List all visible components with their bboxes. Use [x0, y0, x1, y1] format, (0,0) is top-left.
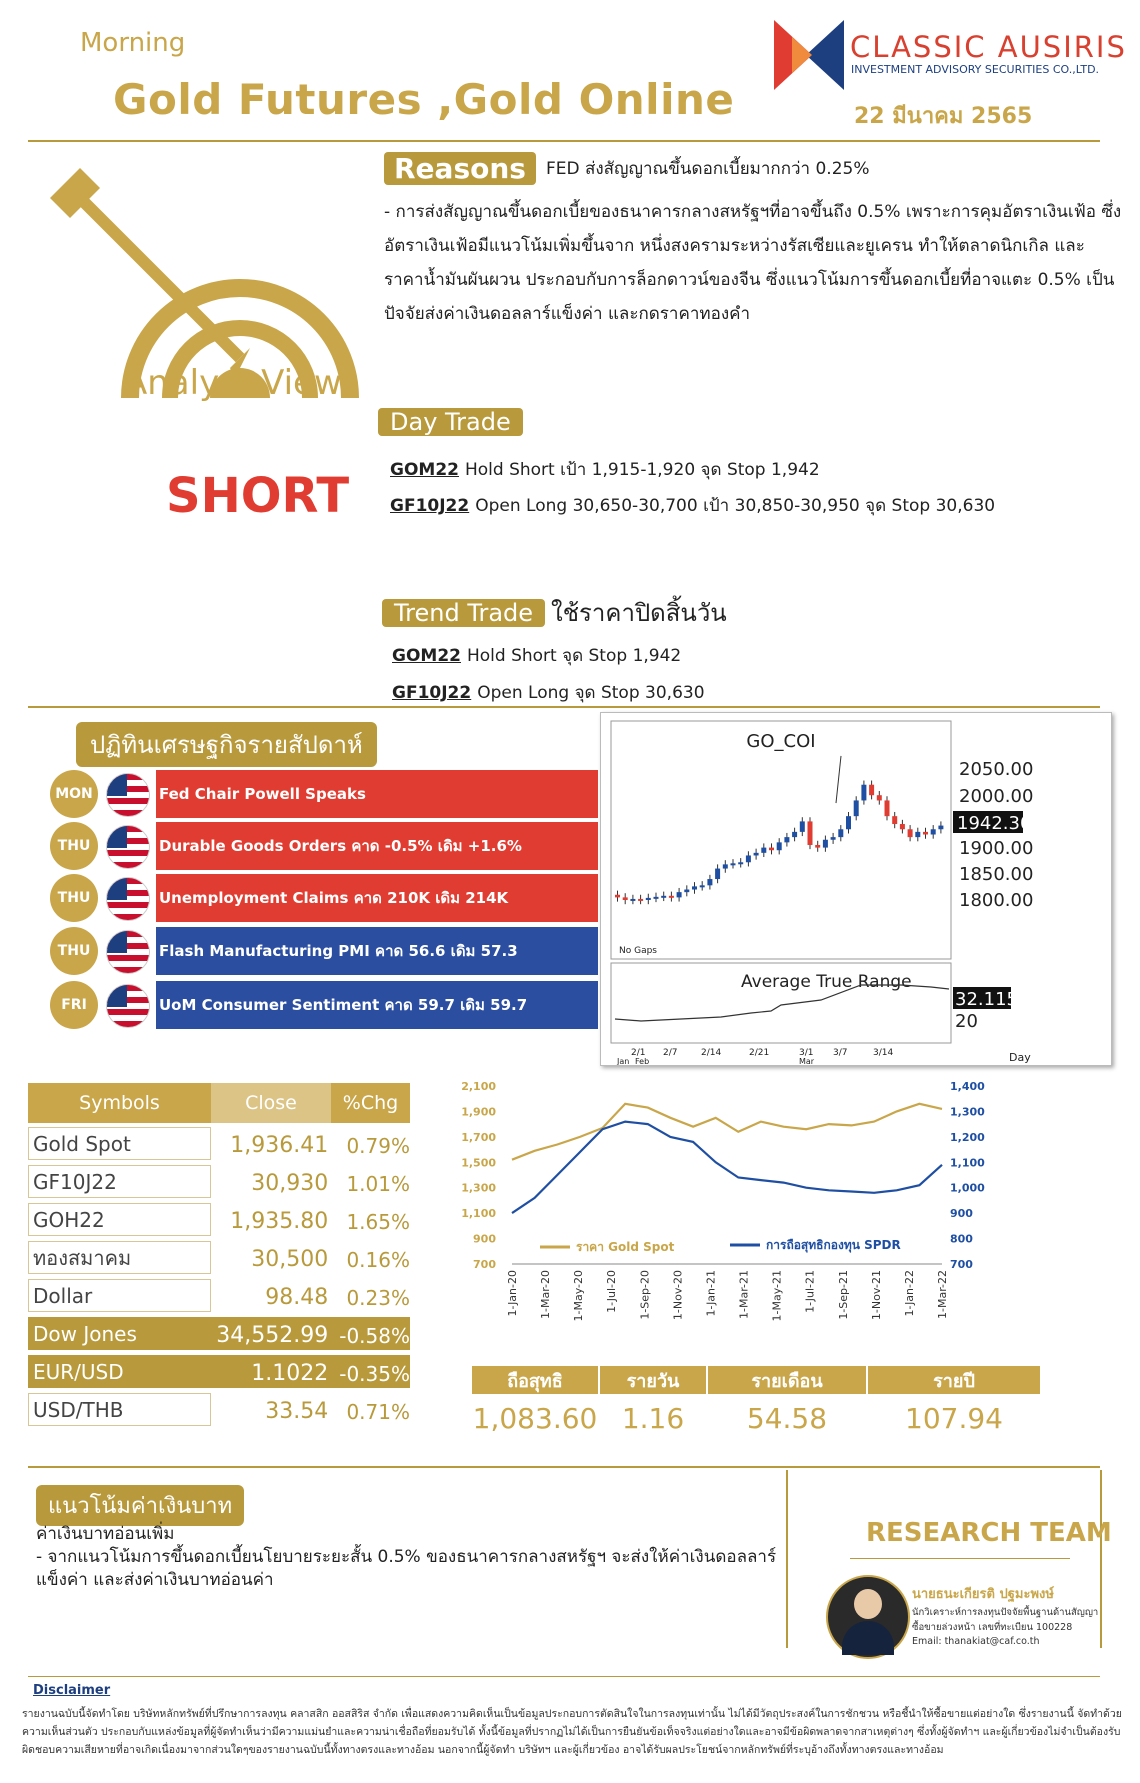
quote-close: 30,930: [251, 1171, 329, 1196]
report-date: 22 มีนาคม 2565: [854, 104, 1033, 129]
y-tick-label: 2000.00: [959, 786, 1034, 807]
candle-body: [869, 785, 874, 795]
quote-close: 33.54: [265, 1399, 329, 1424]
legend-spdr-label: การถือสุทธิกองทุน SPDR: [766, 1238, 901, 1252]
calendar-day-badge: MON: [50, 770, 98, 818]
candle-body: [908, 829, 913, 837]
price-label: 1942.30: [957, 813, 1032, 834]
candle-body: [761, 848, 766, 853]
baht-text: [36, 1523, 786, 1592]
atr-label: 32.115: [955, 989, 1018, 1010]
candle-body: [900, 824, 905, 829]
x-tick-label: 2/1: [631, 1048, 646, 1058]
baht-title: แนวโน้มค่าเงินบาท: [36, 1485, 244, 1526]
candle-body: [915, 832, 920, 837]
us-flag-icon: [106, 877, 150, 921]
y-right-tick: 800: [950, 1232, 973, 1246]
candle-body: [885, 800, 890, 816]
trend-trade-note: ใช้ราคาปิดสิ้นวัน: [551, 599, 727, 627]
x-tick-label: 1-Sep-21: [836, 1270, 850, 1320]
x-tick-label: 1-Nov-20: [671, 1270, 685, 1321]
page-title: Gold Futures ,Gold Online: [113, 75, 735, 124]
day-trade-line-2: [390, 492, 995, 519]
no-gaps-label: No Gaps: [619, 946, 657, 956]
quotes-rows: [28, 1127, 410, 1426]
candle-body: [623, 897, 628, 900]
y-tick-label: 1850.00: [959, 864, 1034, 885]
quote-row: [28, 1355, 410, 1388]
company-name: CLASSIC AUSIRIS: [850, 30, 1127, 64]
quote-change: 0.79%: [346, 1134, 410, 1158]
candle-body: [861, 785, 866, 801]
x-tick-label: 1-Jul-21: [803, 1270, 817, 1313]
x-tick-label: 2/21: [749, 1048, 770, 1058]
candle-body: [661, 896, 666, 898]
us-flag-icon: [106, 825, 150, 869]
y-left-tick: 1,700: [461, 1130, 496, 1144]
spdr-value: 54.58: [746, 1402, 828, 1435]
candle-body: [892, 816, 897, 824]
quote-close: 30,500: [251, 1247, 329, 1272]
y-right-tick: 1,100: [950, 1156, 985, 1170]
spdr-value: 1,083.60: [472, 1402, 598, 1435]
x-tick-label: 3/7: [833, 1048, 848, 1058]
trend-trade-text: Hold Short จุด Stop 1,942: [466, 646, 682, 666]
quote-close: 1,935.80: [230, 1209, 329, 1234]
x-tick-label: 1-Sep-20: [638, 1270, 652, 1320]
y-left-tick: 1,900: [461, 1105, 496, 1119]
trend-trade-text: Open Long จุด Stop 30,630: [477, 683, 705, 703]
reasons-tag: Reasons: [384, 152, 536, 185]
candle-body: [646, 898, 651, 900]
spdr-value: 107.94: [905, 1402, 1003, 1435]
calendar-day-badge: THU: [50, 927, 98, 975]
x-tick-label: 1-Jan-20: [506, 1270, 519, 1317]
trend-trade-symbol: GOM22: [392, 646, 461, 666]
quote-row: [28, 1165, 410, 1198]
analyst-avatar: [826, 1575, 910, 1659]
quotes-header-chg: %Chg: [331, 1083, 410, 1123]
morning-label: Morning: [80, 28, 186, 58]
quote-change: 0.71%: [346, 1400, 410, 1424]
series-line: [512, 1104, 942, 1160]
candle-body: [692, 886, 697, 889]
candle-body: [684, 890, 689, 893]
atr-tick: 20: [955, 1011, 978, 1032]
baht-detail: - จากแนวโน้มการขึ้นดอกเบี้ยนโยบายระยะสั้น 0.5% ของธนาคารกลางสหรัฐฯ จะส่งให้ค่าเงินดอลลาร์แข็งค่า และส่งค่าเงินบาทอ่อนค่า: [36, 1547, 777, 1590]
calendar-event: Fed Chair Powell Speaks: [156, 770, 598, 818]
quote-symbol: GF10J22: [28, 1165, 211, 1198]
quote-row: [28, 1241, 410, 1274]
y-right-tick: 700: [950, 1258, 973, 1271]
candle-body: [754, 853, 759, 856]
quote-symbol: Dollar: [28, 1279, 211, 1312]
quote-row: [28, 1393, 410, 1426]
spdr-header: รายวัน: [600, 1366, 706, 1394]
x-tick-label: 1-May-20: [572, 1270, 586, 1322]
day-trade-text: Open Long 30,650-30,700 เป้า 30,850-30,950 จุด Stop 30,630: [475, 496, 996, 516]
x-sub-label: Feb: [635, 1057, 650, 1065]
analyst-view-signal: SHORT: [166, 468, 350, 524]
baht-summary: ค่าเงินบาทอ่อนเพิ่ม: [36, 1524, 175, 1544]
y-left-tick: 700: [473, 1258, 496, 1271]
vertical-divider: [786, 1470, 788, 1648]
candle-body: [923, 832, 928, 835]
quote-close: 1.1022: [211, 1355, 331, 1388]
candle-body: [854, 800, 859, 816]
x-tick-label: 1-Mar-21: [737, 1270, 751, 1319]
candle-body: [938, 826, 943, 830]
company-subtitle: INVESTMENT ADVISORY SECURITIES CO.,LTD.: [851, 63, 1100, 76]
quote-change: 0.16%: [346, 1248, 410, 1272]
day-trade-tag: Day Trade: [378, 408, 523, 436]
us-flag-icon: [106, 773, 150, 817]
candle-body: [784, 837, 789, 842]
candlestick-chart: [601, 713, 1111, 1065]
day-label: Day: [1009, 1051, 1031, 1064]
candle-body: [669, 896, 674, 898]
analyst-role: นักวิเคราะห์การลงทุนปัจจัยพื้นฐานด้านสัญญาซื้อขายล่วงหน้า เลขที่ทะเบียน 100228: [912, 1607, 1099, 1633]
candle-body: [815, 845, 820, 848]
candle-body: [746, 855, 751, 862]
candle-body: [792, 832, 797, 837]
quote-close: 1,936.41: [230, 1133, 329, 1158]
x-tick-label: 3/14: [873, 1048, 894, 1058]
candle-body: [777, 842, 782, 850]
calendar-day-badge: THU: [50, 874, 98, 922]
x-tick-label: 1-Jul-20: [605, 1270, 619, 1313]
quote-symbol: Gold Spot: [28, 1127, 211, 1160]
candle-body: [823, 840, 828, 848]
trend-trade-symbol: GF10J22: [392, 683, 472, 703]
x-tick-label: 2/7: [663, 1048, 678, 1058]
analyst-email: Email: thanakiat@caf.co.th: [912, 1636, 1040, 1647]
calendar-title: ปฏิทินเศรษฐกิจรายสัปดาห์: [76, 722, 377, 767]
candle-body: [700, 885, 705, 887]
research-team-title: RESEARCH TEAM: [866, 1518, 1112, 1548]
quotes-header-close: Close: [211, 1083, 331, 1123]
candle-chart-title: GO_COI: [746, 731, 816, 752]
analyst-views-label: Analyst Views: [124, 363, 360, 403]
series-line: [512, 1122, 942, 1214]
quotes-header-row: [28, 1083, 410, 1123]
y-left-tick: 900: [473, 1232, 496, 1246]
trend-trade-tag: Trend Trade: [382, 599, 545, 627]
company-logo: [774, 20, 844, 90]
quote-close: 98.48: [265, 1285, 329, 1310]
quotes-header-symbols: Symbols: [28, 1083, 211, 1123]
day-trade-symbol: GF10J22: [390, 496, 470, 516]
x-tick-label: 2/14: [701, 1048, 722, 1058]
quote-change: 1.65%: [346, 1210, 410, 1234]
candle-body: [731, 863, 736, 865]
trend-trade-line-1: [392, 642, 681, 669]
quote-row: [28, 1317, 410, 1350]
y-right-tick: 900: [950, 1207, 973, 1221]
y-right-tick: 1,200: [950, 1130, 985, 1144]
header-divider: [28, 140, 1100, 142]
x-tick-label: 1-Jan-21: [704, 1270, 718, 1317]
quote-change: -0.35%: [330, 1355, 410, 1388]
calendar-day-badge: FRI: [50, 981, 98, 1029]
section-divider: [28, 1466, 1100, 1468]
candle-body: [707, 879, 712, 885]
spdr-header: ถือสุทธิ: [472, 1366, 598, 1394]
candle-body: [630, 899, 635, 901]
y-left-tick: 1,500: [461, 1156, 496, 1170]
analyst-name: นายธนะเกียรติ ปฐมะพงษ์: [912, 1587, 1054, 1602]
quote-symbol: ทองสมาคม: [28, 1241, 211, 1274]
candle-body: [808, 821, 813, 845]
x-tick-label: 1-Nov-21: [869, 1270, 883, 1321]
candle-body: [877, 795, 882, 800]
trend-trade-header: [382, 593, 727, 632]
disclaimer-text: รายงานฉบับนี้จัดทำโดย บริษัทหลักทรัพย์ที่ปรึกษาการลงทุน คลาสสิก ออสสิริส จำกัด เพื่อแสดงความคิดเห็นเป็นข้อมูลประกอบการตัดสินใจในการลงทุนเท่านั้น ไม่ได้มีวัตถุประสงค์ในการชักชวน หรือชี้นำให้ซื้อขายแต่อย่างใด ซึ่งรายงานนี้ จัดทำด้วยความเห็นส่วนตัว ประกอบกับแหล่งข้อมูลที่ผู้จัดทำเห็นว่ามีความแม่นยำและความน่าเชื่อถือที่ยอมรับได้ ทั้งนี้ข้อมูลที่ปรากฏไม่ได้เป็นการยืนยันข้อเท็จจริงแต่อย่างใดและอาจมีข้อผิดพลาดจากสาเหตุต่างๆ ซึ่งทั้งผู้จัดทำฯ และผู้เกี่ยวข้องไม่จำเป็นต้องรับผิดชอบความเสียหายที่อาจเกิดเนื่องมาจากส่วนใดๆของรายงานฉบับนี้ทั้งทางตรงและทางอ้อม นอกจากนี้ผู้จัดทำ บริษัทฯ และผู้เกี่ยวข้อง อาจได้รับผลประโยชน์จากหลักทรัพย์ที่ระบุอ้างถึงทั้งทางตรงและทางอ้อม: [22, 1708, 1122, 1756]
reasons-headline: FED ส่งสัญญาณขึ้นดอกเบี้ยมากกว่า 0.25%: [545, 159, 870, 179]
candle-body: [677, 892, 682, 897]
quote-change: 0.23%: [346, 1286, 410, 1310]
candlestick-chart-panel: [600, 712, 1112, 1066]
quote-symbol: GOH22: [28, 1203, 211, 1236]
quote-change: 1.01%: [346, 1172, 410, 1196]
candle-body: [723, 864, 728, 868]
y-tick-label: 2050.00: [959, 759, 1034, 780]
quotes-table: [28, 1083, 410, 1431]
quote-change: -0.58%: [330, 1317, 410, 1350]
disclaimer-title: Disclaimer: [33, 1683, 111, 1698]
day-trade-line-1: [390, 456, 820, 483]
calendar-event: Flash Manufacturing PMI คาด 56.6 เดิม 57.3: [156, 927, 598, 975]
candle-body: [615, 895, 620, 898]
quote-symbol: USD/THB: [28, 1393, 211, 1426]
atr-title: Average True Range: [741, 972, 912, 992]
calendar-day-badge: THU: [50, 822, 98, 870]
quote-row: [28, 1203, 410, 1236]
candle-body: [931, 829, 936, 834]
legend-gold-label: ราคา Gold Spot: [576, 1240, 675, 1254]
x-tick-label: 3/1: [799, 1048, 814, 1058]
candle-body: [738, 862, 743, 864]
candle-body: [846, 816, 851, 829]
quote-symbol: Dow Jones: [28, 1317, 211, 1350]
calendar-event: UoM Consumer Sentiment คาด 59.7 เดิม 59.7: [156, 981, 598, 1029]
calendar-event: Unemployment Claims คาด 210K เดิม 214K: [156, 874, 598, 922]
y-left-tick: 1,300: [461, 1181, 496, 1195]
y-tick-label: 1900.00: [959, 838, 1034, 859]
y-right-tick: 1,400: [950, 1080, 985, 1093]
quote-symbol: EUR/USD: [28, 1355, 211, 1388]
trend-trade-line-2: [392, 679, 705, 706]
candle-body: [638, 899, 643, 901]
y-left-tick: 2,100: [461, 1080, 496, 1093]
spdr-header: รายปี: [868, 1366, 1040, 1394]
candle-body: [831, 837, 836, 840]
x-sub-label: Mar: [799, 1057, 815, 1065]
candle-body: [654, 897, 659, 899]
reasons-header: [384, 152, 870, 185]
quote-row: [28, 1127, 410, 1160]
day-trade-text: Hold Short เป้า 1,915-1,920 จุด Stop 1,942: [464, 460, 820, 480]
x-tick-label: 1-Jan-22: [902, 1270, 916, 1317]
x-sub-label: Jan: [617, 1057, 630, 1065]
y-tick-label: 1800.00: [959, 890, 1034, 911]
us-flag-icon: [106, 930, 150, 974]
reasons-body: - การส่งสัญญาณขึ้นดอกเบี้ยของธนาคารกลางสหรัฐฯที่อาจขึ้นถึง 0.5% เพราะการคุมอัตราเงินเฟ้อ ซึ่งอัตราเงินเฟ้อมีแนวโน้มเพิ่มขึ้นจาก หนึ่งสงครามระหว่างรัสเซียและยูเครน ทำให้ตลาดนิกเกิล และราคาน้ำมันผันผวน ประกอบกับการล็อกดาวน์ของจีน ซึ่งแนวโน้มการขึ้นดอกเบี้ยที่อาจแตะ 0.5% เป็นปัจจัยส่งค่าเงินดอลลาร์แข็งค่า และกดราคาทองคำ: [384, 202, 1122, 324]
y-left-tick: 1,100: [461, 1207, 496, 1221]
section-divider: [28, 706, 1100, 708]
y-right-tick: 1,300: [950, 1105, 985, 1119]
spdr-value: 1.16: [621, 1402, 685, 1435]
quote-row: [28, 1279, 410, 1312]
price-plot-area: [611, 721, 951, 959]
candle-body: [800, 821, 805, 831]
candle-body: [769, 848, 774, 851]
calendar-event: Durable Goods Orders คาด -0.5% เดิม +1.6%: [156, 822, 598, 870]
day-trade-symbol: GOM22: [390, 460, 459, 480]
us-flag-icon: [106, 984, 150, 1028]
gold-spdr-line-chart: [450, 1078, 1010, 1348]
y-right-tick: 1,000: [950, 1181, 985, 1195]
x-tick-label: 1-Mar-22: [936, 1270, 949, 1319]
candle-body: [715, 869, 720, 879]
x-tick-label: 1-Mar-20: [539, 1270, 553, 1319]
spdr-header: รายเดือน: [708, 1366, 866, 1394]
x-tick-label: 1-May-21: [770, 1270, 784, 1322]
candle-body: [838, 829, 843, 837]
quote-close: 34,552.99: [211, 1317, 331, 1350]
